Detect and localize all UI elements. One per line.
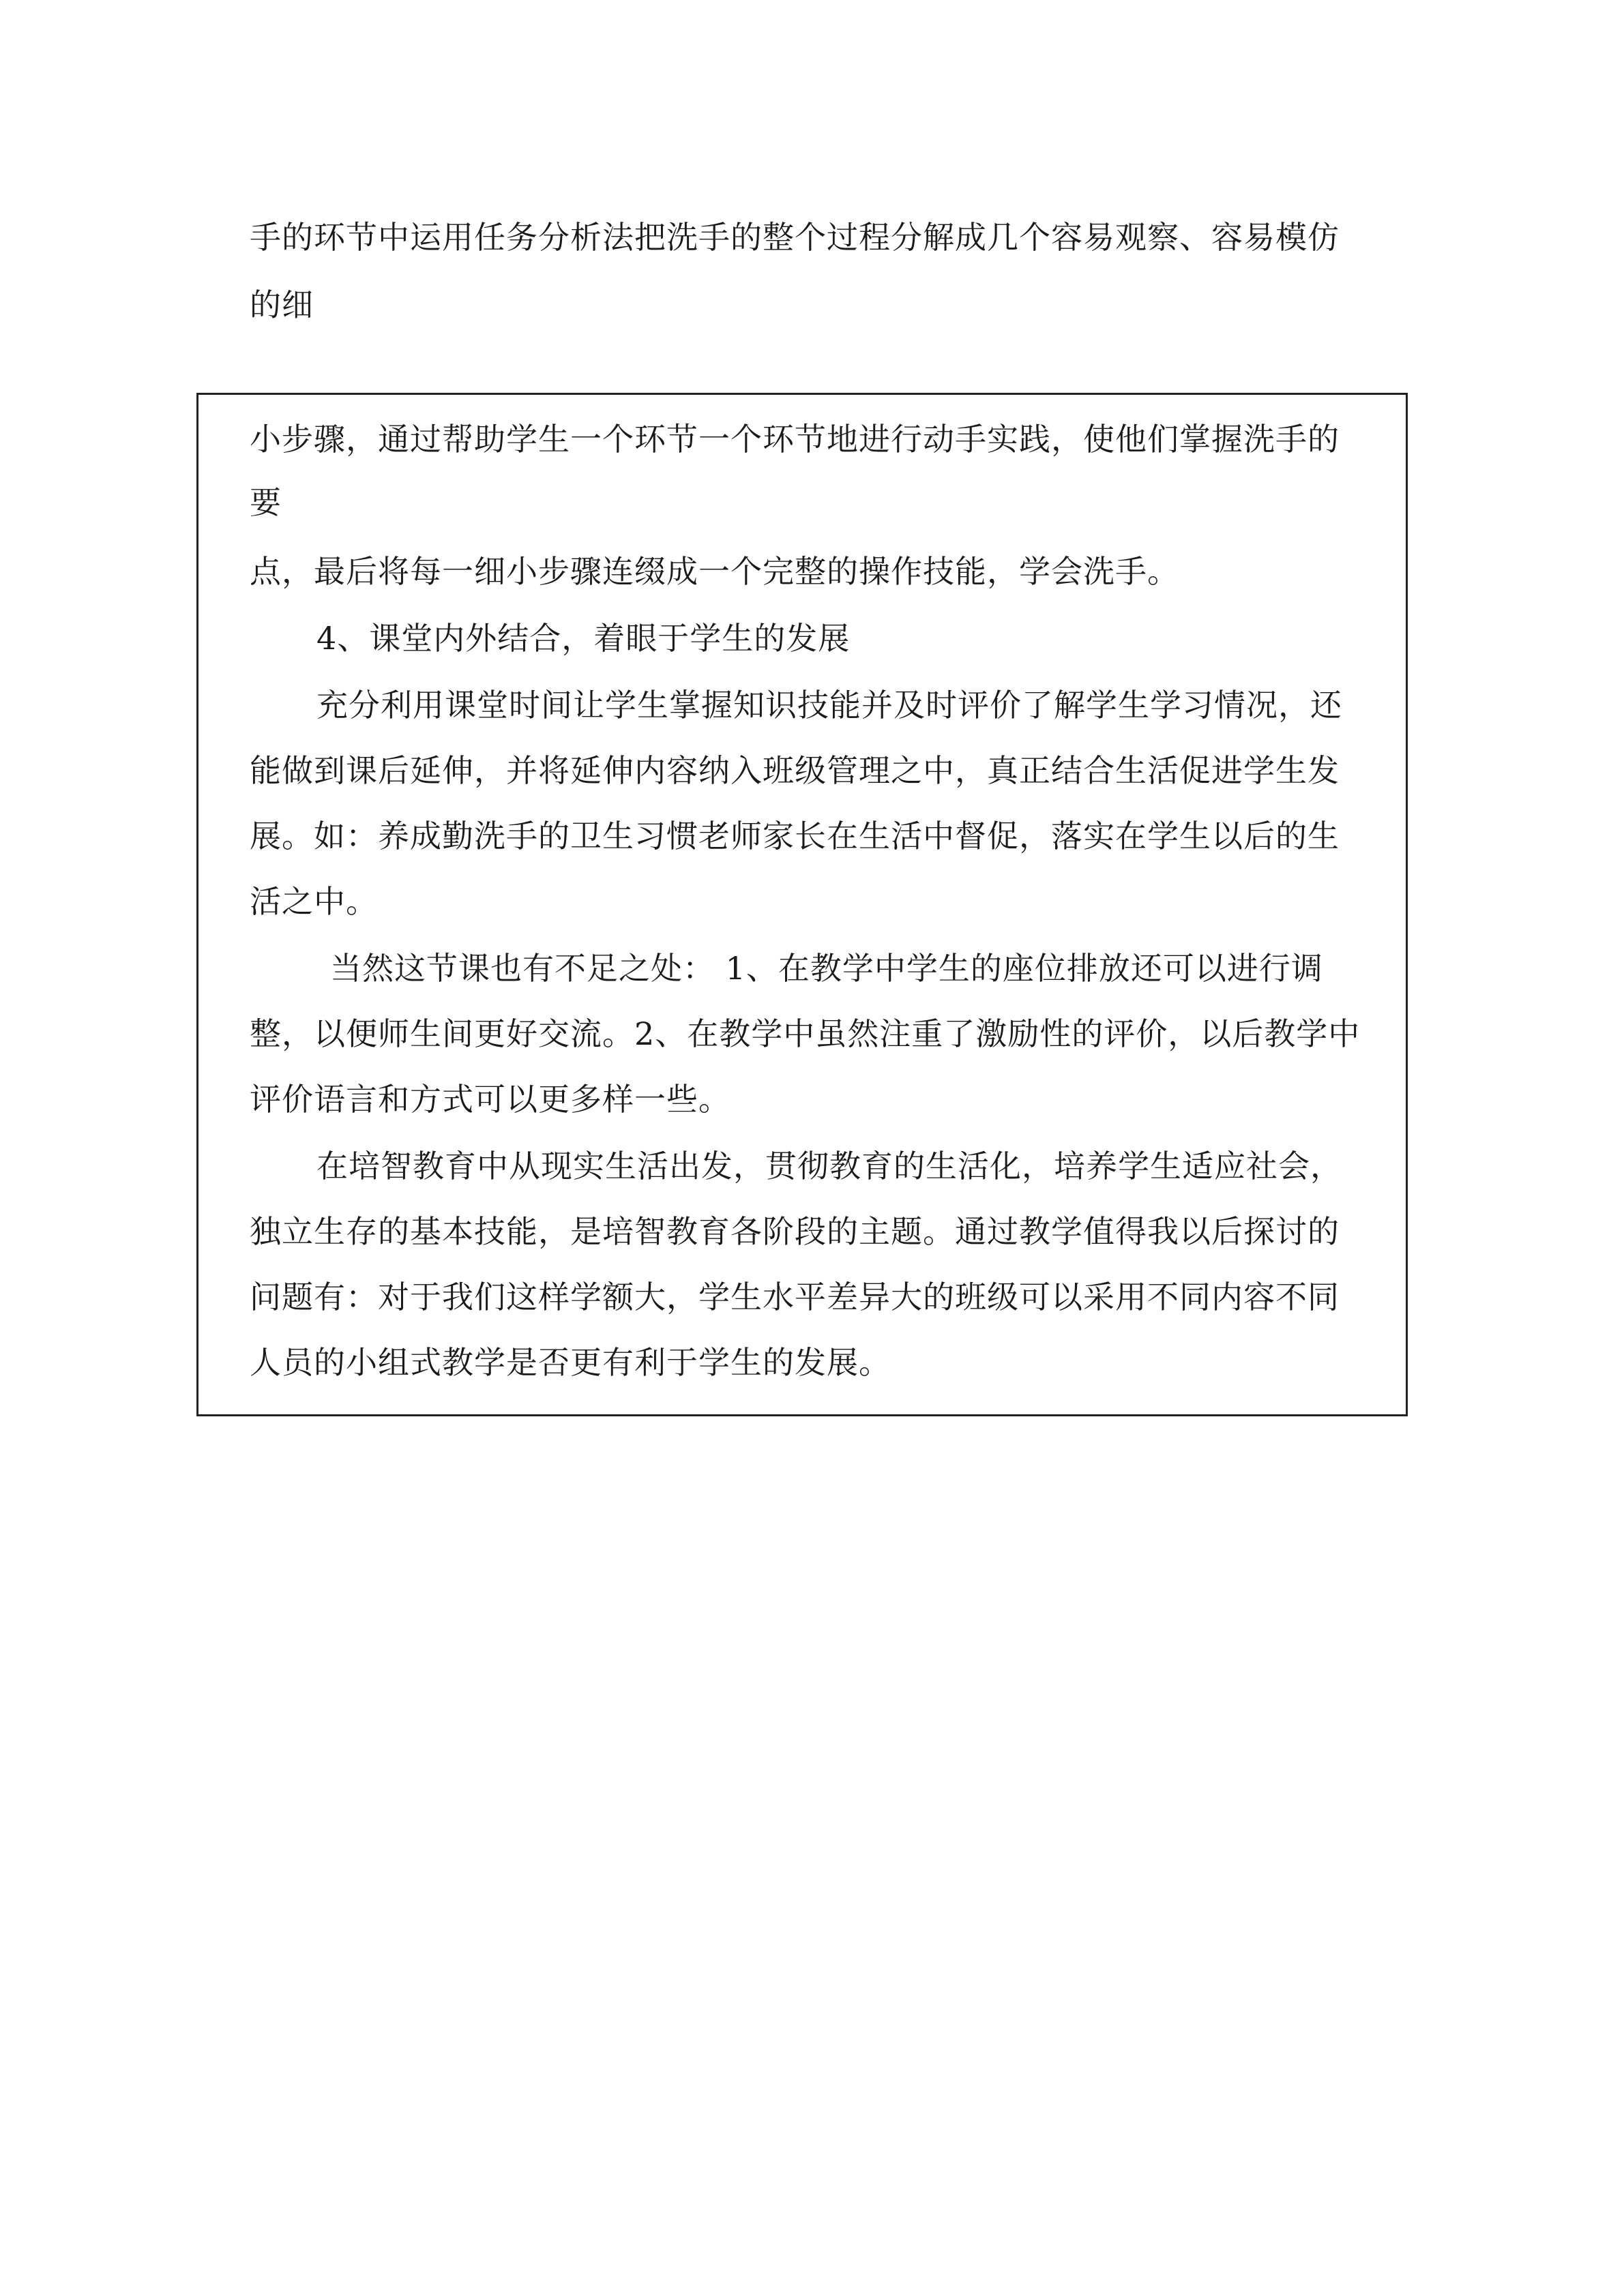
box-line-11: 评价语言和方式可以更多样一些。 xyxy=(250,1081,730,1118)
box-line-6: 能做到课后延伸，并将延伸内容纳入班级管理之中，真正结合生活促进学生发 xyxy=(250,752,1340,789)
box-line-2: 要 xyxy=(250,484,282,521)
intro-line-2: 的细 xyxy=(250,286,314,323)
bordered-text-box xyxy=(196,393,1408,1416)
box-line-10: 整，以便师生间更好交流。2、在教学中虽然注重了激励性的评价，以后教学中 xyxy=(250,1015,1361,1052)
box-line-5: 充分利用课堂时间让学生掌握知识技能并及时评价了解学生学习情况，还 xyxy=(316,687,1342,724)
box-line-15: 人员的小组式教学是否更有利于学生的发展。 xyxy=(250,1344,891,1381)
box-line-1: 小步骤，通过帮助学生一个环节一个环节地进行动手实践，使他们掌握洗手的 xyxy=(250,421,1340,458)
box-line-9: 当然这节课也有不足之处： 1、在教学中学生的座位排放还可以进行调 xyxy=(330,950,1323,987)
box-line-3: 点，最后将每一细小步骤连缀成一个完整的操作技能，学会洗手。 xyxy=(250,553,1179,590)
box-line-12: 在培智教育中从现实生活出发，贯彻教育的生活化，培养学生适应社会， xyxy=(316,1148,1342,1184)
box-line-7: 展。如：养成勤洗手的卫生习惯老师家长在生活中督促，落实在学生以后的生 xyxy=(250,818,1340,854)
box-line-8: 活之中。 xyxy=(250,883,378,920)
box-line-14: 问题有：对于我们这样学额大，学生水平差异大的班级可以采用不同内容不同 xyxy=(250,1279,1340,1315)
intro-line-1: 手的环节中运用任务分析法把洗手的整个过程分解成几个容易观察、容易模仿 xyxy=(250,219,1340,256)
section-heading-4: 4、课堂内外结合，着眼于学生的发展 xyxy=(316,620,851,657)
box-line-13: 独立生存的基本技能，是培智教育各阶段的主题。通过教学值得我以后探讨的 xyxy=(250,1213,1340,1250)
